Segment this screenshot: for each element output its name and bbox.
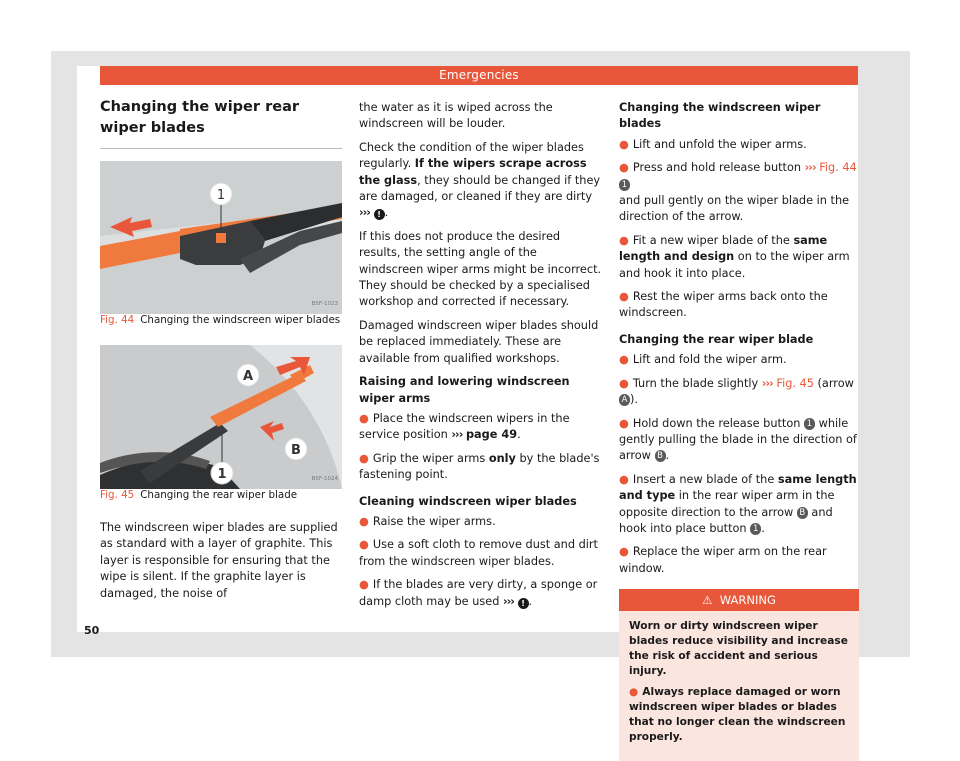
subheading: Raising and lowering windscreen wiper arms [359, 375, 570, 405]
figure-number: Fig. 45 [100, 489, 135, 501]
warning-symbol-icon: ! [518, 598, 529, 609]
bullet-item: ● Raise the wiper arms. [359, 514, 496, 528]
figure-link[interactable]: Fig. 45 [776, 376, 814, 390]
figure-45 [100, 345, 342, 489]
figure-44 [100, 161, 342, 314]
figure-code: B5F-1023 [311, 300, 338, 307]
bullet-item: ● If the blades are very dirty, a sponge or damp cloth may be used ››› ! . [359, 578, 598, 608]
subheading: Cleaning windscreen wiper blades [359, 494, 577, 508]
callout-badge: 1 [619, 179, 630, 191]
callout-badge: 1 [804, 418, 815, 430]
page-number: 50 [84, 624, 100, 637]
bullet-item: ● Replace the wiper arm on the rear window. [619, 545, 827, 575]
bullet-item: ● Insert a new blade of the same length and type in the rear wiper arm in the opposite direction to the arrow B and hook into place button 1 . [619, 472, 857, 535]
bullet-item: ● Lift and unfold the wiper arms. [619, 137, 807, 151]
warning-symbol-icon: ! [374, 209, 385, 220]
callout-1: 1 [216, 188, 226, 203]
cross-ref-arrow-icon: ››› [804, 161, 816, 175]
warning-bullet: ● Always replace damaged or worn windscreen wiper blades or blades that no longer clean the windscreen properly. [629, 686, 846, 744]
figure-number: Fig. 44 [100, 314, 135, 326]
bullet-item: ● Turn the blade slightly ››› Fig. 45 (arrow A ). [619, 376, 854, 407]
rear-wiper-illustration [100, 345, 342, 489]
bullet-item: ● Lift and fold the wiper arm. [619, 353, 787, 367]
paragraph: If this does not produce the desired results, the setting angle of the windscreen wiper arms might be incorrect. They should be checked by a specialised workshop and corrected if necessary. [359, 229, 602, 309]
figure-link[interactable]: Fig. 44 [819, 161, 857, 175]
section-header: Emergencies [100, 66, 858, 85]
cross-ref-arrow-icon: ››› [359, 206, 370, 220]
callout-1: 1 [217, 467, 227, 482]
cross-ref-arrow-icon: ››› [761, 376, 773, 390]
caption-text: Changing the rear wiper blade [140, 489, 298, 501]
caption-text: Changing the windscreen wiper blades [140, 314, 341, 326]
callout-badge: B [797, 507, 808, 519]
callout-badge: B [655, 450, 666, 462]
cross-ref-arrow-icon: ››› [451, 428, 463, 442]
cross-ref-arrow-icon: ››› [502, 594, 514, 608]
page-title: Changing the wiper rear wiper blades [100, 97, 342, 149]
bullet-item: ● Place the windscreen wipers in the service position ››› page 49. [359, 411, 570, 442]
wiper-blade-illustration [100, 161, 342, 314]
middle-column [359, 100, 602, 617]
callout-a: A [242, 369, 254, 384]
paragraph: the water as it is wiped across the windscreen will be louder. [359, 101, 553, 131]
warning-header: ⚠ WARNING [619, 589, 859, 611]
callout-badge: A [619, 394, 630, 406]
warning-box [619, 589, 859, 761]
intro-paragraph: The windscreen wiper blades are supplied as standard with a layer of graphite. This layer is responsible for ensuring that the wipe is silent. If the graphite layer is damaged, the noise of [100, 521, 338, 600]
left-column [100, 97, 342, 609]
bullet-item: ● Grip the wiper arms only by the blade's fastening point. [359, 451, 600, 482]
callout-b: B [291, 443, 301, 458]
subheading: Changing the rear wiper blade [619, 332, 814, 346]
bullet-item: ● Fit a new wiper blade of the same length and design on to the wiper arm and hook it into place. [619, 233, 850, 280]
figure-caption [100, 314, 342, 327]
figure-code: B5F-1024 [311, 475, 338, 482]
right-column [619, 100, 859, 761]
paragraph: Damaged windscreen wiper blades should be replaced immediately. These are available from qualified workshops. [359, 318, 599, 365]
bullet-item: ● Hold down the release button 1 while gently pulling the blade in the direction of arrow B . [619, 416, 857, 463]
warning-text: Worn or dirty windscreen wiper blades reduce visibility and increase the risk of accident and serious injury. [629, 620, 848, 678]
page-link[interactable]: page 49 [465, 428, 518, 442]
warning-triangle-icon: ⚠ [702, 593, 713, 608]
paragraph: Check the condition of the wiper blades regularly. If the wipers scrape across the glass, they should be changed if they are damaged, or cleaned if they are dirty ››› ! . [359, 140, 601, 220]
callout-badge: 1 [750, 523, 761, 535]
subheading: Changing the windscreen wiper blades [619, 101, 821, 131]
bullet-item: ● Use a soft cloth to remove dust and dirt from the windscreen wiper blades. [359, 538, 598, 568]
bullet-item: ● Press and hold release button ››› Fig. 44 1 and pull gently on the wiper blade in the direction of the arrow. [619, 161, 857, 224]
bullet-item: ● Rest the wiper arms back onto the windscreen. [619, 290, 828, 320]
figure-caption [100, 489, 342, 502]
